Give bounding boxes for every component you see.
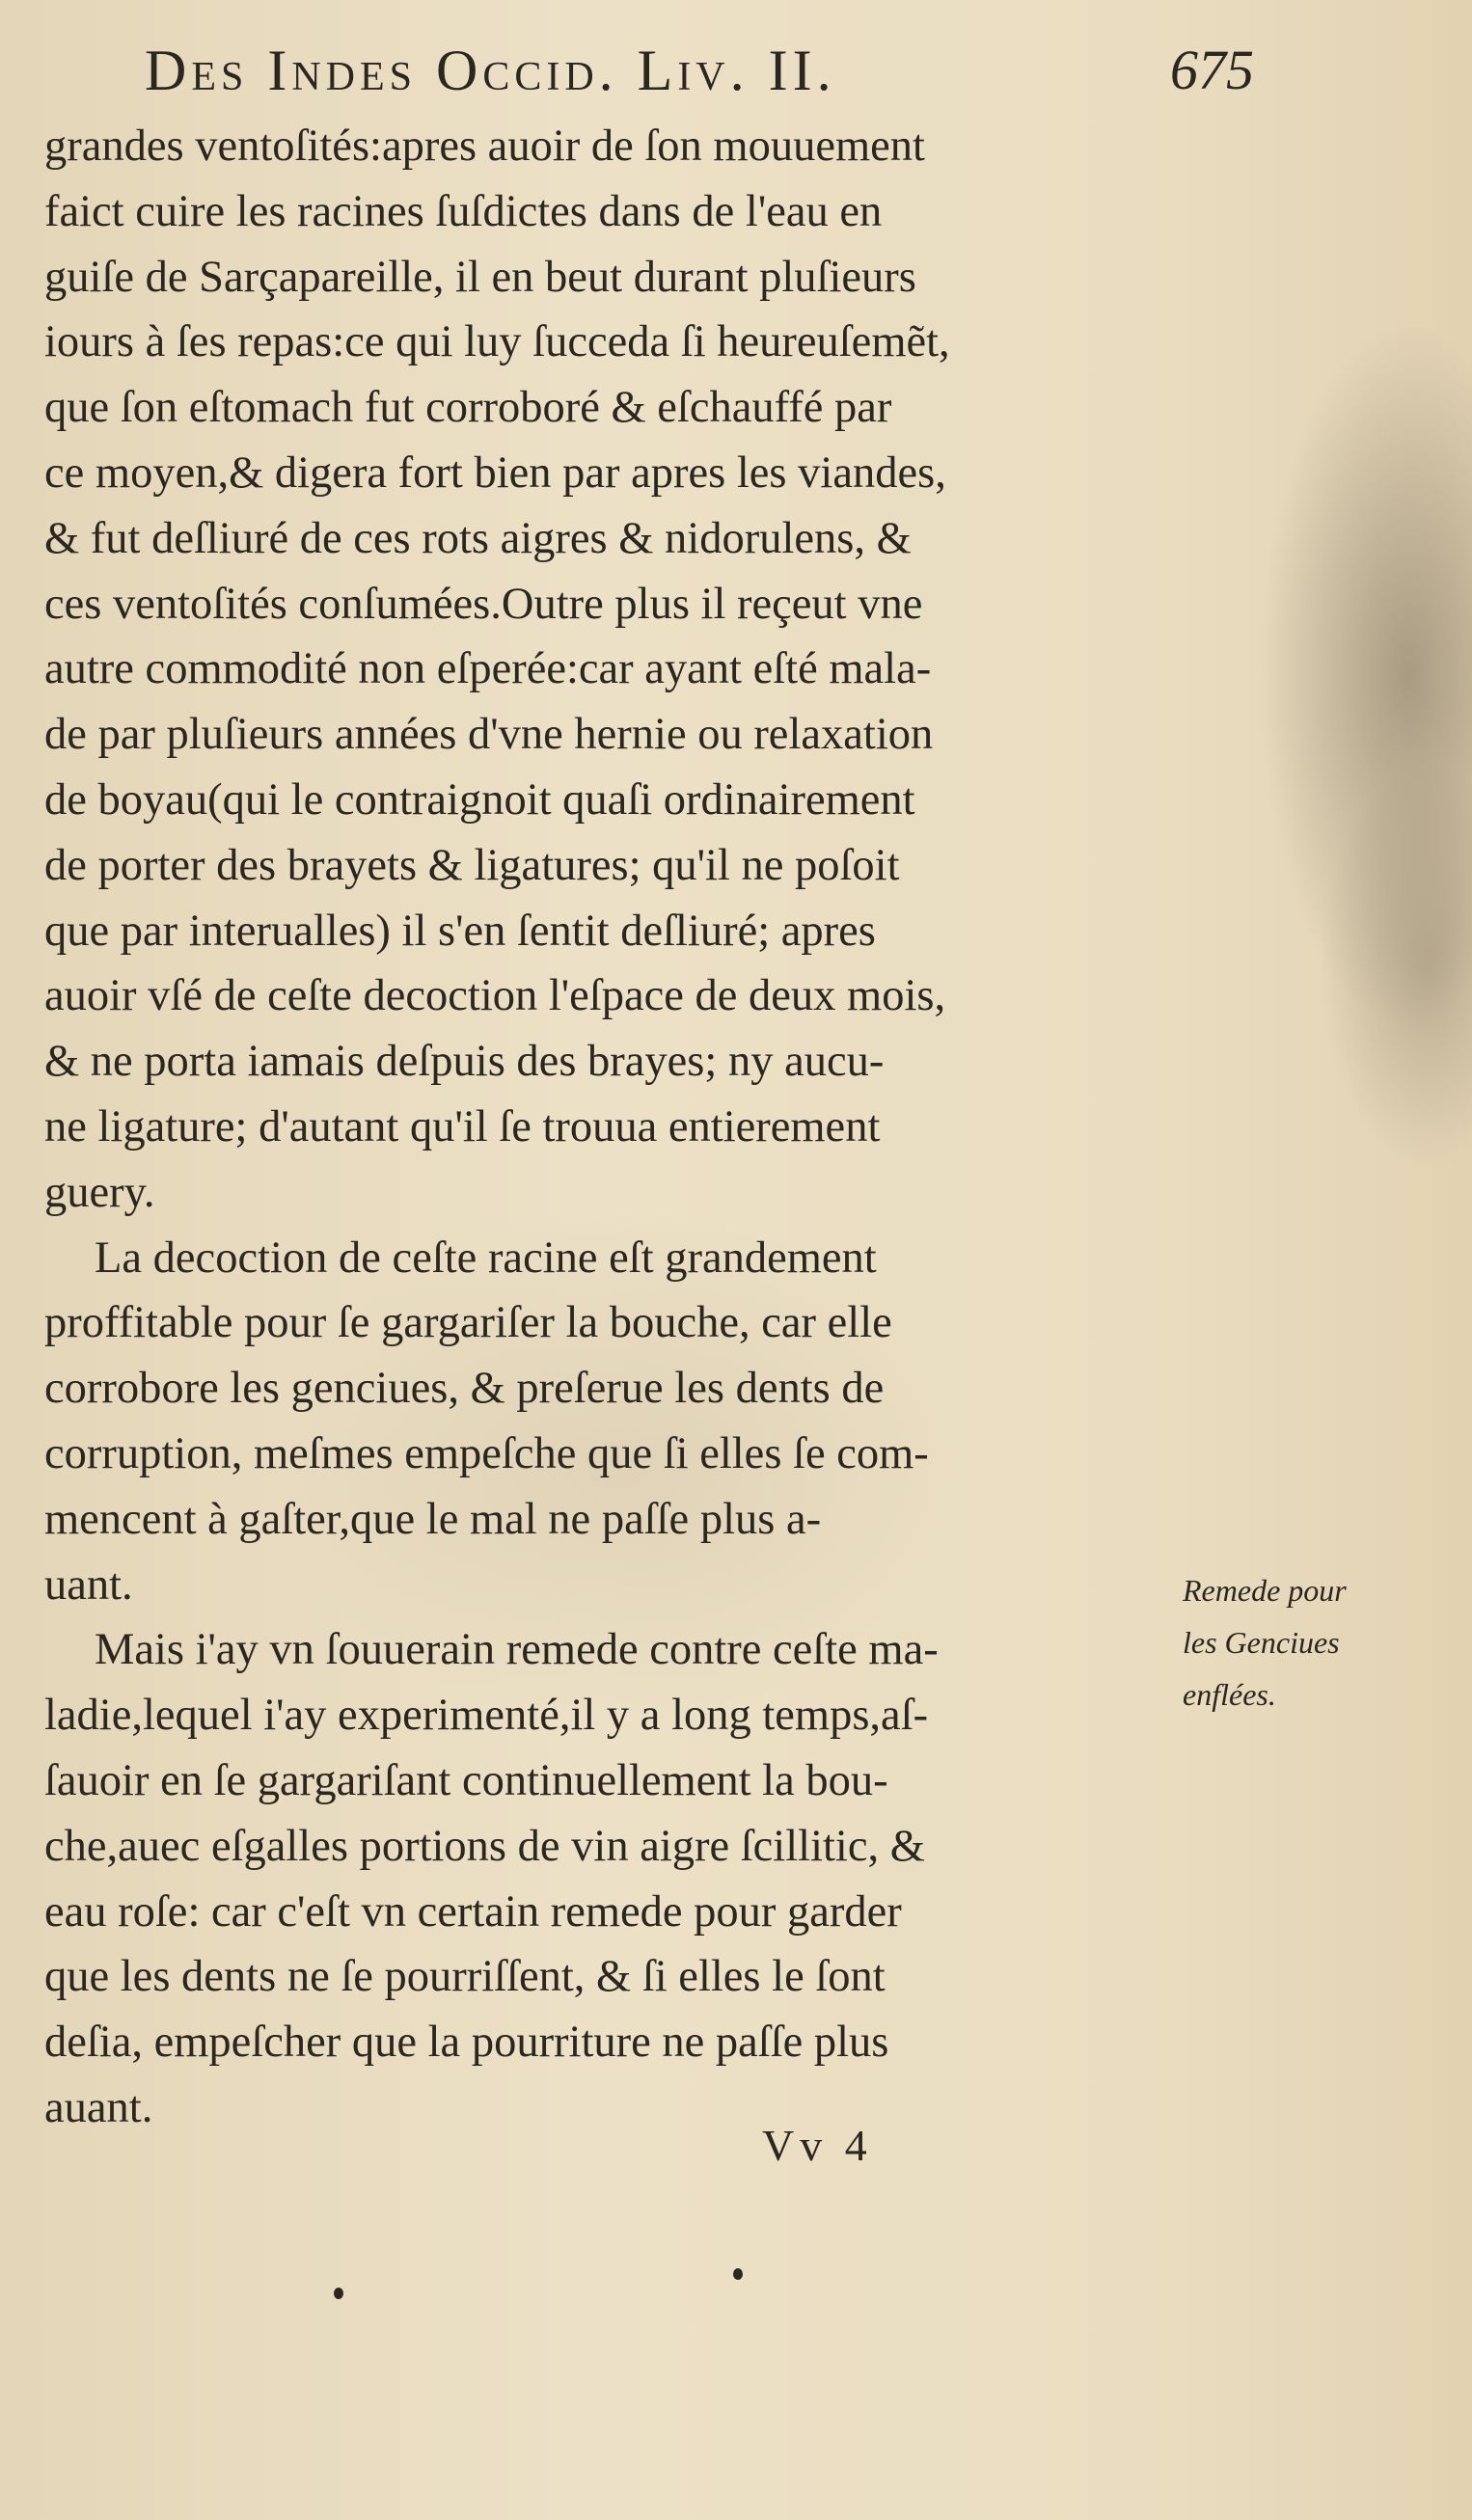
text-line: mencent à gaſter,que le mal ne paſſe plus a-: [44, 1494, 822, 1544]
text-line: ce moyen,& digera fort bien par apres les viandes,: [44, 447, 946, 498]
text-line: de boyau(qui le contraignoit quaſi ordinairement: [44, 774, 915, 825]
text-line: guery.: [44, 1167, 155, 1217]
text-line: de par pluſieurs années d'vne hernie ou relaxation: [44, 710, 934, 760]
text-line: iours à ſes repas:ce qui luy ſucceda ſi heureuſemẽt,: [44, 317, 950, 367]
text-line: ſauoir en ſe gargariſant continuellement la bou-: [44, 1755, 888, 1805]
text-line: faict cuire les racines ſuſdictes dans de l'eau en: [44, 186, 883, 236]
text-line: corruption, meſmes empeſche que ſi elles ſe com-: [44, 1428, 929, 1478]
text-line: eau roſe: car c'eſt vn certain remede pour garder: [44, 1886, 902, 1937]
text-line: grandes ventoſités:apres auoir de ſon mouuement: [44, 122, 925, 171]
ink-speck: [733, 2268, 743, 2280]
text-line: corrobore les genciues, & preſerue les dents de: [44, 1364, 885, 1414]
text-line: ladie,lequel i'ay experimenté,il y a long temps,aſ-: [44, 1691, 929, 1741]
text-line: auant.: [44, 2082, 153, 2132]
text-line: de porter des brayets & ligatures; qu'il ne poſoit: [44, 840, 900, 890]
page-header: [145, 27, 1254, 114]
text-line: & ne porta iamais deſpuis des brayes; ny aucu-: [44, 1037, 885, 1087]
text-line: uant.: [44, 1559, 133, 1610]
text-line: guiſe de Sarçapareille, il en beut durant pluſieurs: [44, 252, 916, 302]
text-line: proffitable pour ſe gargariſer la bouche, car elle: [44, 1298, 892, 1348]
body-text: [44, 114, 1175, 2141]
text-line: ces ventoſités conſumées.Outre plus il reçeut vne: [44, 579, 923, 629]
text-line: deſia, empeſcher que la pourriture ne paſſe plus: [44, 2018, 889, 2068]
marginal-note-line: les Genciues: [1183, 1625, 1340, 1660]
text-line: autre commodité non eſperée:car ayant eſté mala-: [44, 644, 932, 694]
marginal-note-line: Remede pour: [1183, 1573, 1347, 1608]
text-line: che,auec eſgalles portions de vin aigre ſcillitic, &: [44, 1821, 925, 1871]
running-title: Des Indes Occid. Liv. II.: [145, 39, 836, 102]
ink-speck: [334, 2288, 343, 2299]
text-line: ne ligature; d'autant qu'il ſe trouua entierement: [44, 1101, 881, 1152]
marginal-note: [1183, 1564, 1424, 1721]
paragraph-start-line: La decoction de ceſte racine eſt grandement: [95, 1233, 877, 1283]
text-line: & fut deſliuré de ces rots aigres & nidorulens, &: [44, 513, 912, 563]
text-line: que par interualles) il s'en ſentit deſliuré; apres: [44, 906, 876, 956]
text-line: que les dents ne ſe pourriſſent, & ſi elles le ſont: [44, 1952, 886, 2002]
signature-mark: Vv 4: [762, 2121, 873, 2170]
marginal-note-line: enflées.: [1183, 1677, 1276, 1712]
text-line: que ſon eſtomach fut corroboré & eſchauffé par: [44, 383, 892, 433]
text-line: auoir vſé de ceſte decoction l'eſpace de deux mois,: [44, 971, 946, 1021]
page-number: 675: [1170, 39, 1254, 101]
paragraph-start-line: Mais i'ay vn ſouuerain remede contre ceſte ma-: [95, 1625, 939, 1675]
